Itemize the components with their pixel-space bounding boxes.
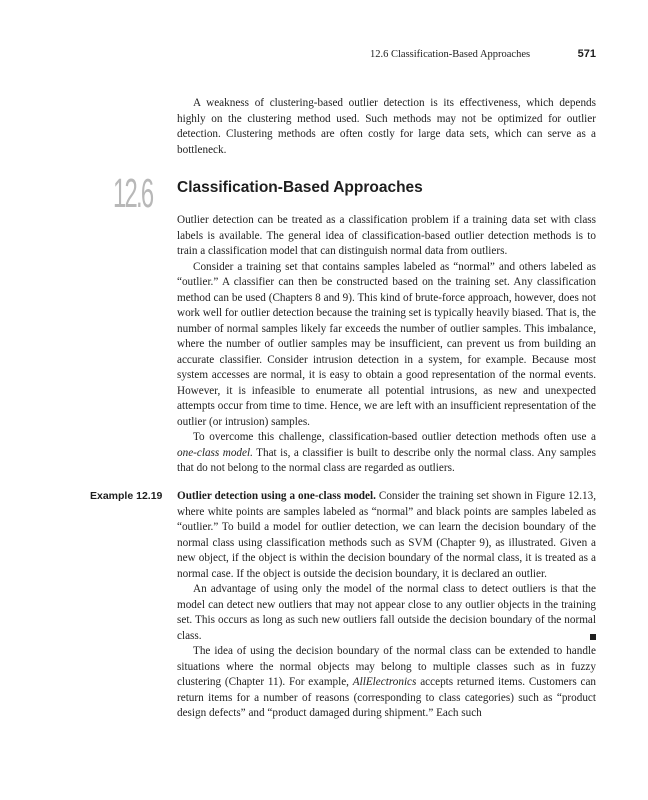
allelectronics-term: AllElectronics bbox=[352, 676, 417, 688]
example-body bbox=[177, 489, 596, 644]
section-paragraph-3 bbox=[177, 430, 596, 477]
example-paragraph-1 bbox=[177, 489, 596, 582]
closing-paragraph bbox=[177, 644, 596, 722]
para3-text-before: To overcome this challenge, classification-based outlier detection methods often use a bbox=[193, 431, 596, 443]
example-title: Outlier detection using a one-class model. bbox=[177, 490, 376, 502]
running-head-title: 12.6 Classification-Based Approaches bbox=[370, 49, 531, 60]
section-number: 12.6 bbox=[113, 170, 153, 216]
section-body bbox=[177, 213, 596, 477]
running-header bbox=[370, 49, 600, 65]
para3-text-after: That is, a classifier is built to describe only the normal class. Any samples that do not belong to the normal class are regarded as outliers. bbox=[177, 446, 596, 474]
closing-block bbox=[177, 644, 596, 722]
one-class-model-term: one-class model. bbox=[177, 446, 253, 459]
example-label: Example 12.19 bbox=[90, 490, 163, 502]
intro-paragraph: A weakness of clustering-based outlier detection is its effectiveness, which depends highly on the clustering method used. Such methods may not be optimized for outlier detection. Clustering methods are often costly for large data sets, which can serve as a bottleneck. bbox=[177, 97, 596, 156]
example-paragraph-2 bbox=[177, 582, 596, 644]
page-number: 571 bbox=[577, 48, 596, 60]
closing-text-after: accepts returned items. Customers can return items for a number of reasons (corresponding to class categories) such as “product design defects” and “product damaged during shipment.” Each such bbox=[177, 676, 597, 719]
example-text-2: An advantage of using only the model of the normal class to detect outliers is that the model can detect new outliers that may not appear close to any outlier objects in the training set. This occurs as long as such new outliers fall outside the decision boundary of the normal class. bbox=[177, 583, 596, 642]
section-paragraph-2: Consider a training set that contains samples labeled as “normal” and others labeled as “outlier.” A classifier can then be constructed based on the training set. Any classification method can be used (Chapters 8 and 9). This kind of brute-force approach, however, does not work well for outlier detection because the training set is typically heavily biased. That is, the number of normal samples likely far exceeds the number of outlier samples. This imbalance, where the number of outlier samples may be insufficient, can prevent us from building an accurate classifier. Consider intrusion detection in a system, for example. Because most system accesses are normal, it is easy to obtain a good representation of the normal events. However, it is infeasible to enumerate all potential intrusions, as new and unexpected attempts occur from time to time. Hence, we are left with an insufficient representation of the outlier (or intrusion) samples. bbox=[177, 260, 596, 428]
closing-text-before: The idea of using the decision boundary of the normal class can be extended to handle situations where the normal objects may belong to multiple classes such as in fuzzy clustering (Chapter 11). For example, bbox=[177, 645, 596, 688]
intro-block bbox=[177, 96, 596, 158]
example-text: Consider the training set shown in Figure 12.13, where white points are samples labeled as “normal” and black points are samples labeled as “outlier.” To build a model for outlier detection, we can learn the decision boundary of the normal class using classification methods such as SVM (Chapter 9), as illustrated. Given a new object, if the object is within the decision boundary of the normal class, it is treated as a normal case. If the object is outside the decision boundary, it is declared an outlier. bbox=[177, 490, 596, 580]
section-title: Classification-Based Approaches bbox=[177, 179, 423, 196]
end-of-example-icon bbox=[590, 634, 596, 640]
section-paragraph-1: Outlier detection can be treated as a classification problem if a training data set with class labels is available. The general idea of classification-based outlier detection methods is to train a classification model that can distinguish normal data from outliers. bbox=[177, 214, 596, 257]
